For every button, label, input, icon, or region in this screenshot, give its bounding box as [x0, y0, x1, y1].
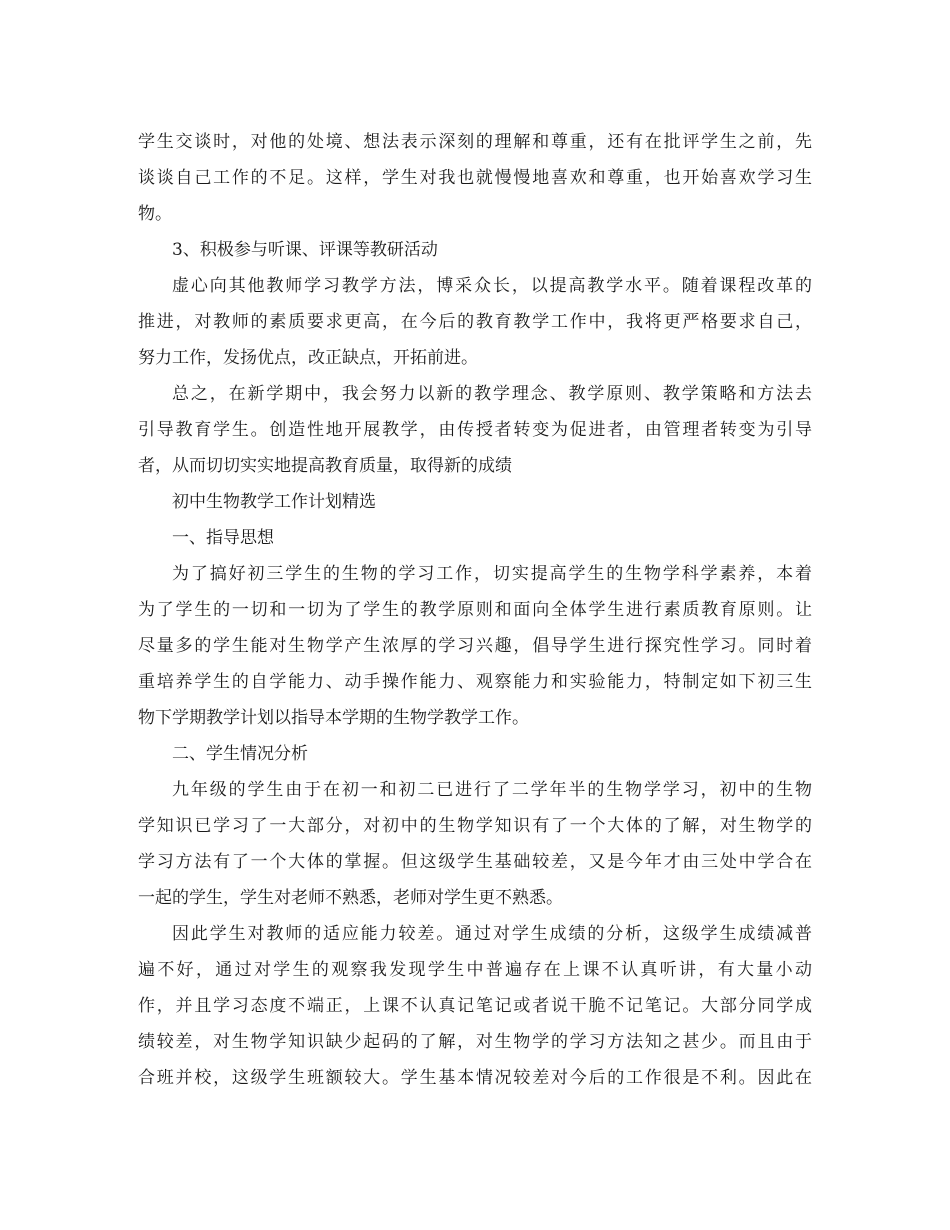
text-line: 合班并校，这级学生班额较大。学生基本情况较差对今后的工作很是不利。因此在 — [138, 1068, 812, 1088]
section-heading: 二、学生情况分析 — [172, 744, 308, 764]
text-line: 学生交谈时，对他的处境、想法表示深刻的理解和尊重，还有在批评学生之前，先 — [138, 132, 812, 152]
text-line: 谈谈自己工作的不足。这样，学生对我也就慢慢地喜欢和尊重，也开始喜欢学习生 — [138, 168, 812, 188]
paragraph-first-line: 虚心向其他教师学习教学方法，博采众长，以提高教学水平。随着课程改革的 — [172, 276, 812, 296]
paragraph-first-line: 因此学生对教师的适应能力较差。通过对学生成绩的分析，这级学生成绩减普 — [172, 924, 812, 944]
document-title: 初中生物教学工作计划精选 — [172, 492, 376, 512]
text-line: 遍不好，通过对学生的观察我发现学生中普遍存在上课不认真听讲，有大量小动 — [138, 960, 812, 980]
text-line: 物。 — [138, 204, 172, 224]
text-line: 推进，对教师的素质要求更高，在今后的教育教学工作中，我将更严格要求自己， — [138, 312, 812, 332]
section-heading: 3、积极参与听课、评课等教研活动 — [172, 240, 438, 260]
paragraph-first-line: 总之，在新学期中，我会努力以新的教学理念、教学原则、教学策略和方法去 — [172, 384, 812, 404]
text-line: 尽量多的学生能对生物学产生浓厚的学习兴趣，倡导学生进行探究性学习。同时着 — [138, 636, 812, 656]
text-line: 引导教育学生。创造性地开展教学，由传授者转变为促进者，由管理者转变为引导 — [138, 420, 812, 440]
text-line: 一起的学生，学生对老师不熟悉，老师对学生更不熟悉。 — [138, 888, 563, 908]
section-heading: 一、指导思想 — [172, 528, 274, 548]
text-line: 作，并且学习态度不端正，上课不认真记笔记或者说干脆不记笔记。大部分同学成 — [138, 996, 812, 1016]
paragraph-first-line: 九年级的学生由于在初一和初二已进行了二学年半的生物学学习，初中的生物 — [172, 780, 812, 800]
text-line: 物下学期教学计划以指导本学期的生物学教学工作。 — [138, 708, 529, 728]
text-line: 学知识已学习了一大部分，对初中的生物学知识有了一个大体的了解，对生物学的 — [138, 816, 812, 836]
text-line: 为了学生的一切和一切为了学生的教学原则和面向全体学生进行素质教育原则。让 — [138, 600, 812, 620]
document-body — [138, 124, 812, 1096]
text-line: 者，从而切切实实地提高教育质量，取得新的成绩 — [138, 456, 512, 476]
text-line: 绩较差，对生物学知识缺少起码的了解，对生物学的学习方法知之甚少。而且由于 — [138, 1032, 812, 1052]
paragraph-first-line: 为了搞好初三学生的生物的学习工作，切实提高学生的生物学科学素养，本着 — [172, 564, 812, 584]
text-line: 学习方法有了一个大体的掌握。但这级学生基础较差，又是今年才由三处中学合在 — [138, 852, 812, 872]
text-line: 重培养学生的自学能力、动手操作能力、观察能力和实验能力，特制定如下初三生 — [138, 672, 812, 692]
text-line: 努力工作，发扬优点，改正缺点，开拓前进。 — [138, 348, 478, 368]
